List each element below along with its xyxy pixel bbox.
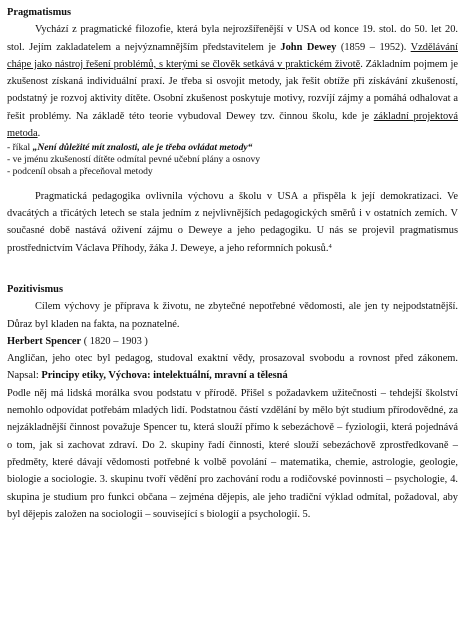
text-run: Vychází z pragmatické filozofie, která byla nejrozšířenější v USA od konce 19. stol. do 50. let 20. stol. Jejím zakladatelem a nejvýznamnějším představitelem je (7, 24, 458, 53)
dewey-list (7, 142, 458, 177)
person-name-spencer: Herbert Spencer (7, 335, 82, 347)
paragraph-pragmatismus-influence (7, 188, 458, 257)
list-item (7, 142, 458, 154)
paragraph-pozitivismus-aim: Cílem výchovy je příprava k životu, ne zbytečné nepotřebné vědomosti, ale jen ty nejpodstatnější. Důraz byl kladen na fakta, na poznatelné. (7, 301, 458, 330)
list-item: - ve jménu zkušeností dítěte odmítal pevné učební plány a osnovy (7, 154, 261, 166)
section-heading-pragmatismus: Pragmatismus (7, 7, 72, 18)
list-item-prefix: - říkal (7, 142, 33, 154)
footnote-marker: 4 (328, 242, 332, 250)
underlined-text: základní projektová metoda (7, 110, 458, 140)
paragraph-pragmatismus-intro (7, 21, 458, 142)
text-run: . Základním pojmem je zkušenost získaná individuální praxí. Je třeba si osvojit metody, jak řešit obtíže při získávání zkušeností, podstatný je rozvoj aktivity dítěte. Osobní zkušenost poskytuje motivy, rozvíjí zájmy a pomáhá odhalovat a řešit problémy. Na základě této teorie vybudoval Dewey tzv. činnou školu, kde je (7, 58, 458, 122)
spencer-work-title: Principy etiky, Výchova: intelektuální, mravní a tělesná (41, 370, 288, 382)
dewey-quote: „Není důležité mít znalosti, ale je třeba ovládat metody“ (32, 142, 253, 154)
paragraph-spencer-theory: Podle něj má lidská morálka svou podstatu v přírodě. Přišel s požadavkem užitečnosti – tehdejší školství nemohlo odpovídat potřebám mladých lidí. Podstatnou částí vzdělání by mělo být studium přírodovědné, za nejzákladnější činnost považuje Spencer tu, která slouží přímo k sebezáchově – fyziologii, která pojednává o tom, jak si zachovat zdraví. Do 2. skupiny řadí činnosti, které slouží sebezáchově zprostředkovaně – předměty, které dávají vědomosti potřebné k volbě povolání – matematika, chemie, astrologie, geologie, biologie a sociologie. 3. skupinu tvoří vědění pro zachování rodu a rodičovské povinnosti – psychologie, 4. skupina je studium pro funkci občana – zejména dějepis, ale jeho tradiční výklad odmítal, požadoval, aby byl dějepis založen na sociologii – související s biologií a psychologií. 5. (7, 387, 458, 520)
text-run: . (37, 128, 41, 140)
spacer (7, 271, 458, 281)
person-name-dewey: John Dewey (280, 41, 337, 53)
spacer (7, 178, 458, 188)
paragraph-spencer-bio (7, 350, 458, 385)
text-run: (1859 – 1952). (336, 41, 411, 53)
person-heading-spencer (7, 333, 458, 350)
person-dates: ( 1820 – 1903 ) (81, 335, 148, 347)
section-heading-pozitivismus: Pozitivismus (7, 283, 63, 295)
spacer (7, 257, 458, 271)
text-run: Pragmatická pedagogika ovlivnila výchovu a školu v USA a přispěla k její demokratizaci. Ve dvacátých a třicátých letech se stala jedním z nejvlivnějších pedagogických směrů i v ostatních zemích. V současné době nastává oživení zájmu o Deweye a jeho pedagogiku. U nás se projevil pragmatismus prostřednictvím Václava Příhody, žáka J. Deweye, a jeho reformních pokusů. (7, 190, 458, 254)
text-run: Angličan, jeho otec byl pedagog, studoval exaktní vědy, prosazoval svobodu a rovnost před zákonem. Napsal: (7, 353, 458, 382)
list-item: - podceníl obsah a přeceňoval metody (7, 165, 153, 177)
underlined-text: Vzdělávání chápe jako nástroj řešení problémů, s kterými se člověk setkává v praktickém životě (7, 41, 458, 70)
